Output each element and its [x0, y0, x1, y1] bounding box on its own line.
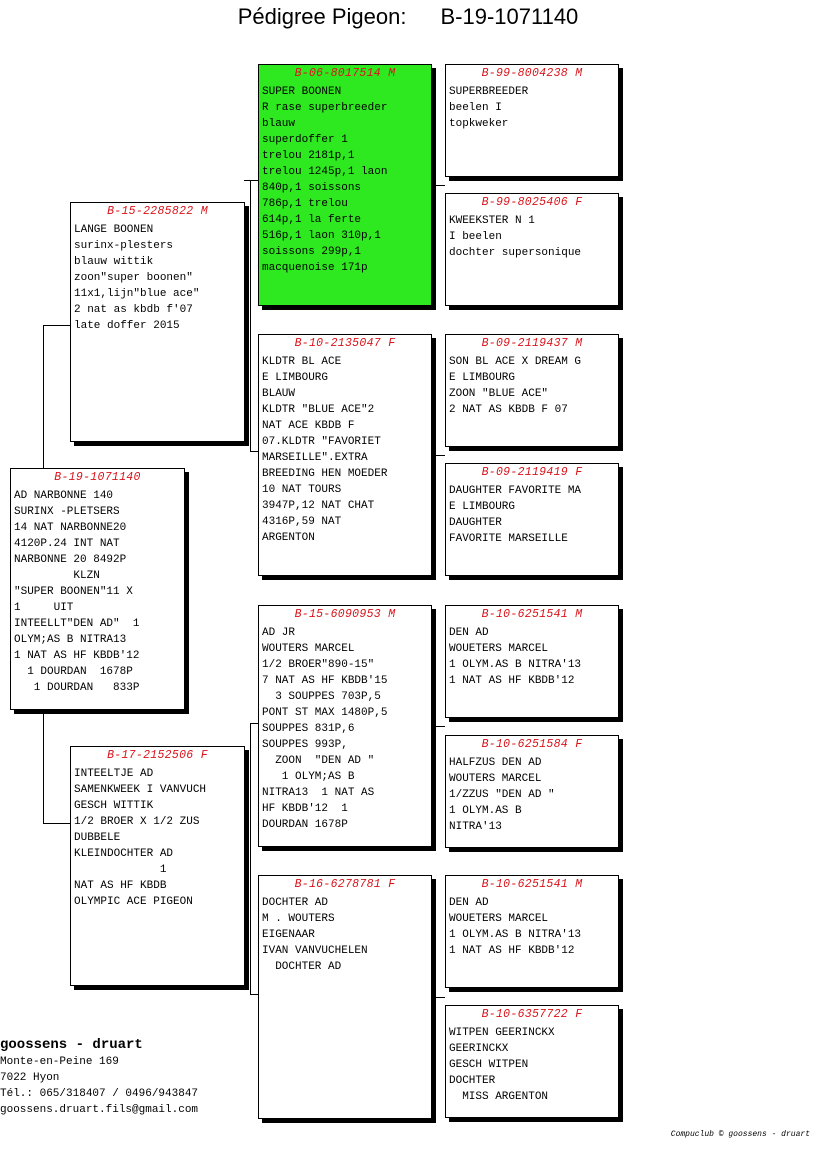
ring-number: B-10-6251584 F — [481, 738, 583, 751]
owner-name: goossens - druart — [0, 1037, 143, 1053]
pigeon-card-mff — [445, 605, 619, 718]
info-line: KLEINDOCHTER AD — [74, 848, 174, 860]
ring-number: B-19-1071140 — [54, 471, 141, 484]
info-line: AD NARBONNE 140 — [14, 490, 114, 502]
ring-number: B-16-6278781 F — [294, 878, 396, 891]
info-line: AD JR — [262, 627, 296, 639]
info-line: KLDTR "BLUE ACE"2 — [262, 404, 375, 416]
info-line: PONT ST MAX 1480P,5 — [262, 707, 388, 719]
card-body — [446, 210, 618, 261]
info-line: HALFZUS DEN AD — [449, 757, 542, 769]
info-line: 7 NAT AS HF KBDB'15 — [262, 675, 388, 687]
connector-line — [43, 710, 44, 823]
card-body — [71, 219, 244, 334]
ring-number: B-99-8025406 F — [481, 196, 583, 209]
card-body — [446, 1022, 618, 1105]
info-line: OLYM;AS B NITRA13 — [14, 634, 127, 646]
info-line: 1/2 BROER X 1/2 ZUS — [74, 816, 200, 828]
info-line: KLZN — [14, 570, 100, 582]
owner-phone: Tél.: 065/318407 / 0496/943847 — [0, 1088, 199, 1100]
info-line: 1 OLYM.AS B — [449, 805, 522, 817]
card-body — [446, 752, 618, 835]
card-body — [446, 892, 618, 959]
info-line: 614p,1 la ferte — [262, 214, 362, 226]
card-body — [446, 351, 618, 418]
info-line: E LIMBOURG — [262, 372, 329, 384]
pigeon-card-mother — [70, 746, 245, 986]
connector-line — [250, 723, 258, 724]
info-line: R rase superbreeder — [262, 102, 388, 114]
info-line: INTEELTJE AD — [74, 768, 154, 780]
card-body — [259, 351, 431, 546]
info-line: GESCH WITTIK — [74, 800, 154, 812]
info-line: LANGE BOONEN — [74, 224, 154, 236]
info-line: I beelen — [449, 231, 502, 243]
info-line: DUBBELE — [74, 832, 121, 844]
info-line: 1 NAT AS HF KBDB'12 — [14, 650, 140, 662]
info-line: 4120P.24 INT NAT — [14, 538, 120, 550]
info-line: NITRA13 1 NAT AS — [262, 787, 375, 799]
connector-line — [250, 723, 251, 994]
info-line: trelou 2181p,1 — [262, 150, 355, 162]
info-line: KWEEKSTER N 1 — [449, 215, 535, 227]
info-line: SAMENKWEEK I VANVUCH — [74, 784, 207, 796]
info-line: 14 NAT NARBONNE20 — [14, 522, 127, 534]
info-line: NARBONNE 20 8492P — [14, 554, 127, 566]
info-line: NAT ACE KBDB F — [262, 420, 355, 432]
pigeon-card-mother-father — [258, 605, 432, 847]
info-line: WOUETERS MARCEL — [449, 913, 549, 925]
info-line: 1 UIT — [14, 602, 74, 614]
info-line: superdoffer 1 — [262, 134, 348, 146]
info-line: ZOON "BLUE ACE" — [449, 388, 549, 400]
info-line: DOURDAN 1678P — [262, 819, 348, 831]
connector-line — [432, 455, 445, 456]
info-line: SOUPPES 831P,6 — [262, 723, 355, 735]
info-line: 1 OLYM;AS B — [262, 771, 355, 783]
pigeon-card-mmm — [445, 1005, 619, 1118]
connector-line — [244, 180, 258, 181]
card-body — [259, 622, 431, 833]
ring-number: B-09-2119419 F — [481, 466, 583, 479]
info-line: E LIMBOURG — [449, 372, 516, 384]
ring-number: B-10-6357722 F — [481, 1008, 583, 1021]
card-body — [446, 622, 618, 689]
info-line: KLDTR BL ACE — [262, 356, 342, 368]
info-line: ZOON "DEN AD " — [262, 755, 375, 767]
card-body — [259, 892, 431, 975]
info-line: 516p,1 laon 310p,1 — [262, 230, 381, 242]
info-line: DOCHTER AD — [262, 961, 342, 973]
info-line: WOUTERS MARCEL — [262, 643, 355, 655]
connector-line — [250, 451, 258, 452]
info-line: E LIMBOURG — [449, 501, 516, 513]
ring-number: B-15-2285822 M — [107, 205, 208, 218]
connector-line — [43, 325, 44, 469]
info-line: GESCH WITPEN — [449, 1059, 529, 1071]
info-line: M . WOUTERS — [262, 913, 335, 925]
card-body — [71, 763, 244, 910]
info-line: MARSEILLE".EXTRA — [262, 452, 368, 464]
connector-line — [43, 823, 70, 824]
info-line: GEERINCKX — [449, 1043, 509, 1055]
info-line: 1 OLYM.AS B NITRA'13 — [449, 659, 582, 671]
connector-line — [43, 325, 70, 326]
info-line: MISS ARGENTON — [449, 1091, 549, 1103]
info-line: ARGENTON — [262, 532, 315, 544]
info-line: DOCHTER — [449, 1075, 496, 1087]
info-line: topkweker — [449, 118, 509, 130]
pigeon-card-ffm — [445, 193, 619, 306]
info-line: 2 nat as kbdb f'07 — [74, 304, 193, 316]
ring-number: B-09-2119437 M — [481, 337, 583, 350]
card-body — [446, 480, 618, 547]
info-line: 1 NAT AS HF KBDB'12 — [449, 675, 575, 687]
info-line: DEN AD — [449, 897, 489, 909]
info-line: DEN AD — [449, 627, 489, 639]
info-line: 1 — [74, 864, 167, 876]
pigeon-card-mother-mother — [258, 875, 432, 1119]
info-line: SUPER BOONEN — [262, 86, 342, 98]
info-line: 1 NAT AS HF KBDB'12 — [449, 945, 575, 957]
info-line: 1 DOURDAN 1678P — [14, 666, 133, 678]
info-line: surinx-plesters — [74, 240, 174, 252]
connector-line — [432, 726, 445, 727]
pigeon-card-father-father — [258, 64, 432, 306]
info-line: late doffer 2015 — [74, 320, 180, 332]
ring-number: B-15-6090953 M — [294, 608, 396, 621]
info-line: DAUGHTER — [449, 517, 502, 529]
info-line: 2 NAT AS KBDB F 07 — [449, 404, 568, 416]
info-line: macquenoise 171p — [262, 262, 368, 274]
info-line: INTEELLT"DEN AD" 1 — [14, 618, 140, 630]
info-line: soissons 299p,1 — [262, 246, 362, 258]
pigeon-card-fmm — [445, 463, 619, 576]
info-line: "SUPER BOONEN"11 X — [14, 586, 133, 598]
card-body — [446, 81, 618, 132]
info-line: DOCHTER AD — [262, 897, 329, 909]
info-line: SOUPPES 993P, — [262, 739, 348, 751]
info-line: 1/2 BROER"890-15" — [262, 659, 375, 671]
info-line: 10 NAT TOURS — [262, 484, 342, 496]
pigeon-card-subject — [10, 468, 185, 710]
ring-number: B-99-8004238 M — [481, 67, 583, 80]
info-line: 1/ZZUS "DEN AD " — [449, 789, 555, 801]
info-line: BLAUW — [262, 388, 296, 400]
owner-address: Monte-en-Peine 169 — [0, 1056, 119, 1068]
connector-line — [432, 185, 445, 186]
info-line: beelen I — [449, 102, 502, 114]
info-line: NITRA'13 — [449, 821, 502, 833]
ring-number: B-10-6251541 M — [481, 878, 583, 891]
info-line: 1 OLYM.AS B NITRA'13 — [449, 929, 582, 941]
pigeon-card-mfm — [445, 735, 619, 848]
info-line: 840p,1 soissons — [262, 182, 362, 194]
info-line: 1 DOURDAN 833P — [14, 682, 140, 694]
pigeon-card-mmf — [445, 875, 619, 988]
pigeon-card-father-mother — [258, 334, 432, 576]
title-ring-number: B-19-1071140 — [440, 4, 579, 29]
info-line: HF KBDB'12 1 — [262, 803, 348, 815]
info-line: WITPEN GEERINCKX — [449, 1027, 555, 1039]
footer-credit: Compuclub © goossens - druart — [670, 1130, 810, 1139]
ring-number: B-17-2152506 F — [107, 749, 208, 762]
info-line: SON BL ACE X DREAM G — [449, 356, 582, 368]
info-line: BREEDING HEN MOEDER — [262, 468, 388, 480]
info-line: IVAN VANVUCHELEN — [262, 945, 368, 957]
info-line: OLYMPIC ACE PIGEON — [74, 896, 193, 908]
info-line: blauw wittik — [74, 256, 154, 268]
connector-line — [250, 994, 258, 995]
info-line: 786p,1 trelou — [262, 198, 348, 210]
info-line: WOUTERS MARCEL — [449, 773, 542, 785]
card-body — [11, 485, 184, 696]
info-line: 3 SOUPPES 703P,5 — [262, 691, 381, 703]
info-line: 4316P,59 NAT — [262, 516, 342, 528]
info-line: SUPERBREEDER — [449, 86, 529, 98]
connector-line — [250, 180, 251, 451]
info-line: dochter supersonique — [449, 247, 582, 259]
pigeon-card-fff — [445, 64, 619, 177]
ring-number: B-10-2135047 F — [294, 337, 396, 350]
card-body — [259, 81, 431, 276]
info-line: EIGENAAR — [262, 929, 315, 941]
connector-line — [432, 997, 445, 998]
info-line: zoon"super boonen" — [74, 272, 193, 284]
info-line: trelou 1245p,1 laon — [262, 166, 388, 178]
pigeon-card-fmf — [445, 334, 619, 447]
info-line: 07.KLDTR "FAVORIET — [262, 436, 381, 448]
info-line: WOUETERS MARCEL — [449, 643, 549, 655]
info-line: blauw — [262, 118, 296, 130]
info-line: DAUGHTER FAVORITE MA — [449, 485, 582, 497]
ring-number: B-10-6251541 M — [481, 608, 583, 621]
info-line: 11x1,lijn"blue ace" — [74, 288, 200, 300]
owner-info — [0, 1036, 198, 1118]
title-label: Pédigree Pigeon: — [237, 4, 407, 29]
ring-number: B-06-8017514 M — [294, 67, 396, 80]
owner-city: 7022 Hyon — [0, 1072, 60, 1084]
info-line: SURINX -PLETSERS — [14, 506, 120, 518]
pigeon-card-father — [70, 202, 245, 442]
info-line: NAT AS HF KBDB — [74, 880, 167, 892]
page-title — [0, 4, 816, 30]
owner-email: goossens.druart.fils@gmail.com — [0, 1104, 199, 1116]
info-line: 3947P,12 NAT CHAT — [262, 500, 375, 512]
info-line: FAVORITE MARSEILLE — [449, 533, 568, 545]
